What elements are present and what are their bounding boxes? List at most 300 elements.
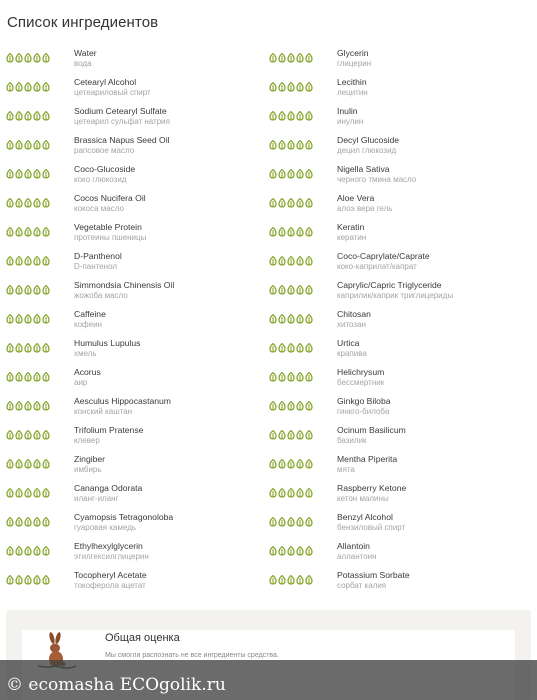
safety-rating: [269, 140, 313, 150]
leaf-icon: [296, 575, 304, 585]
safety-rating: [269, 372, 313, 382]
leaf-icon: [33, 285, 41, 295]
leaf-icon: [278, 256, 286, 266]
leaf-icon: [24, 198, 32, 208]
ingredient-row[interactable]: [263, 394, 537, 423]
leaf-icon: [269, 575, 277, 585]
leaf-icon: [15, 198, 23, 208]
leaf-icon: [24, 53, 32, 63]
ingredient-name: Caprylic/Capric Triglyceride: [337, 280, 442, 290]
safety-rating: [269, 227, 313, 237]
ingredient-row[interactable]: [0, 394, 274, 423]
leaf-icon: [269, 430, 277, 440]
ingredient-name: Sodium Cetearyl Sulfate: [74, 106, 167, 116]
leaf-icon: [278, 517, 286, 527]
leaf-icon: [269, 256, 277, 266]
leaf-icon: [287, 82, 295, 92]
leaf-icon: [6, 401, 14, 411]
ingredient-name: Lecithin: [337, 77, 367, 87]
leaf-icon: [296, 314, 304, 324]
ingredient-row[interactable]: [0, 75, 274, 104]
ingredient-row[interactable]: [263, 452, 537, 481]
ingredient-translation: базилик: [337, 436, 367, 445]
leaf-icon: [278, 198, 286, 208]
safety-rating: [6, 517, 50, 527]
ingredient-row[interactable]: [263, 365, 537, 394]
leaf-icon: [305, 198, 313, 208]
leaf-icon: [278, 227, 286, 237]
ingredient-row[interactable]: [263, 539, 537, 568]
ingredient-row[interactable]: [263, 307, 537, 336]
summary-title: Общая оценка: [105, 632, 180, 644]
leaf-icon: [6, 227, 14, 237]
ingredient-name: D-Panthenol: [74, 251, 122, 261]
safety-rating: [269, 285, 313, 295]
leaf-icon: [42, 53, 50, 63]
leaf-icon: [42, 546, 50, 556]
ingredient-row[interactable]: [0, 539, 274, 568]
ingredient-list-title: Список ингредиентов: [7, 14, 159, 31]
leaf-icon: [305, 53, 313, 63]
ingredient-row[interactable]: [263, 133, 537, 162]
leaf-icon: [305, 140, 313, 150]
leaf-icon: [24, 488, 32, 498]
ingredient-row[interactable]: [0, 191, 274, 220]
leaf-icon: [296, 140, 304, 150]
leaf-icon: [296, 111, 304, 121]
leaf-icon: [278, 53, 286, 63]
leaf-icon: [305, 111, 313, 121]
leaf-icon: [15, 546, 23, 556]
ingredient-name: Cyamopsis Tetragonoloba: [74, 512, 174, 522]
leaf-icon: [287, 111, 295, 121]
leaf-icon: [42, 82, 50, 92]
leaf-icon: [269, 314, 277, 324]
leaf-icon: [287, 372, 295, 382]
leaf-icon: [15, 488, 23, 498]
leaf-icon: [33, 517, 41, 527]
safety-rating: [6, 140, 50, 150]
leaf-icon: [33, 488, 41, 498]
leaf-icon: [6, 343, 14, 353]
ingredient-row[interactable]: [0, 162, 274, 191]
ingredient-name: Zingiber: [74, 454, 106, 464]
ingredient-row[interactable]: [263, 220, 537, 249]
leaf-icon: [287, 459, 295, 469]
leaf-icon: [269, 285, 277, 295]
safety-rating: [269, 169, 313, 179]
safety-rating: [269, 53, 313, 63]
leaf-icon: [6, 430, 14, 440]
leaf-icon: [305, 256, 313, 266]
ingredient-name: Helichrysum: [337, 367, 385, 377]
ingredient-translation: аир: [74, 378, 88, 387]
leaf-icon: [24, 82, 32, 92]
leaf-icon: [305, 227, 313, 237]
leaf-icon: [287, 575, 295, 585]
ingredient-row[interactable]: [0, 568, 274, 597]
leaf-icon: [296, 459, 304, 469]
ingredient-name: Ethylhexylglycerin: [74, 541, 143, 551]
leaf-icon: [269, 82, 277, 92]
leaf-icon: [278, 459, 286, 469]
leaf-icon: [287, 285, 295, 295]
leaf-icon: [33, 169, 41, 179]
ingredient-row[interactable]: [263, 336, 537, 365]
ingredient-translation: хитозан: [337, 320, 366, 329]
leaf-icon: [15, 227, 23, 237]
leaf-icon: [278, 169, 286, 179]
leaf-icon: [269, 488, 277, 498]
leaf-icon: [15, 314, 23, 324]
ingredient-name: Coco-Glucoside: [74, 164, 136, 174]
leaf-icon: [42, 343, 50, 353]
leaf-icon: [15, 575, 23, 585]
leaf-icon: [6, 140, 14, 150]
leaf-icon: [278, 140, 286, 150]
ingredient-translation: кетон малины: [337, 494, 389, 503]
leaf-icon: [24, 314, 32, 324]
ingredient-translation: токоферола ацетат: [74, 581, 146, 590]
leaf-icon: [269, 372, 277, 382]
leaf-icon: [278, 575, 286, 585]
ingredient-name: Mentha Piperita: [337, 454, 398, 464]
leaf-icon: [15, 430, 23, 440]
leaf-icon: [42, 517, 50, 527]
ingredient-translation: лецитин: [337, 88, 368, 97]
ingredient-translation: кофеин: [74, 320, 102, 329]
ingredient-row[interactable]: [0, 249, 274, 278]
ingredient-name: Inulin: [337, 106, 358, 116]
leaf-icon: [296, 256, 304, 266]
leaf-icon: [305, 488, 313, 498]
safety-rating: [269, 546, 313, 556]
ingredient-translation: крапива: [337, 349, 367, 358]
leaf-icon: [42, 372, 50, 382]
ingredient-row[interactable]: [263, 568, 537, 597]
leaf-icon: [15, 169, 23, 179]
leaf-icon: [287, 198, 295, 208]
safety-rating: [269, 488, 313, 498]
ingredient-name: Urtica: [337, 338, 360, 348]
leaf-icon: [42, 488, 50, 498]
ingredient-row[interactable]: [263, 104, 537, 133]
leaf-icon: [24, 459, 32, 469]
ingredient-column-left: [0, 46, 274, 597]
leaf-icon: [305, 546, 313, 556]
watermark-bar: [0, 660, 537, 700]
safety-rating: [6, 53, 50, 63]
ingredient-row[interactable]: [0, 220, 274, 249]
leaf-icon: [33, 82, 41, 92]
ingredient-name: Coco-Caprylate/Caprate: [337, 251, 430, 261]
ingredient-name: Benzyl Alcohol: [337, 512, 393, 522]
summary-text: Мы смогли распознать не все ингредиенты средства.: [105, 652, 279, 659]
leaf-icon: [269, 111, 277, 121]
leaf-icon: [24, 575, 32, 585]
leaf-icon: [15, 285, 23, 295]
safety-rating: [6, 111, 50, 121]
leaf-icon: [6, 459, 14, 469]
safety-rating: [269, 459, 313, 469]
ingredient-row[interactable]: [0, 481, 274, 510]
leaf-icon: [6, 575, 14, 585]
leaf-icon: [278, 546, 286, 556]
safety-rating: [269, 517, 313, 527]
safety-rating: [6, 198, 50, 208]
ingredient-row[interactable]: [0, 104, 274, 133]
ingredient-translation: рапсовое масло: [74, 146, 135, 155]
leaf-icon: [15, 82, 23, 92]
ingredient-translation: жожоба масло: [74, 291, 128, 300]
leaf-icon: [296, 517, 304, 527]
ingredient-name: Tocopheryl Acetate: [74, 570, 147, 580]
leaf-icon: [296, 372, 304, 382]
leaf-icon: [15, 401, 23, 411]
leaf-icon: [305, 575, 313, 585]
ingredient-translation: гуаровая камедь: [74, 523, 137, 532]
ingredient-row[interactable]: [263, 510, 537, 539]
ingredient-name: Keratin: [337, 222, 365, 232]
leaf-icon: [42, 285, 50, 295]
leaf-icon: [278, 285, 286, 295]
leaf-icon: [287, 227, 295, 237]
ingredient-translation: алоэ вера гель: [337, 204, 393, 213]
leaf-icon: [24, 227, 32, 237]
leaf-icon: [296, 546, 304, 556]
ingredient-translation: гинкго-билоба: [337, 407, 390, 416]
leaf-icon: [287, 430, 295, 440]
leaf-icon: [33, 459, 41, 469]
safety-rating: [269, 401, 313, 411]
ingredient-name: Ginkgo Biloba: [337, 396, 391, 406]
ingredient-translation: цетеарил сульфат натрия: [74, 117, 170, 126]
leaf-icon: [15, 343, 23, 353]
leaf-icon: [269, 198, 277, 208]
leaf-icon: [296, 198, 304, 208]
safety-rating: [6, 430, 50, 440]
safety-rating: [269, 343, 313, 353]
ingredient-row[interactable]: [0, 278, 274, 307]
ingredient-name: Caffeine: [74, 309, 106, 319]
leaf-icon: [287, 256, 295, 266]
ingredient-row[interactable]: [263, 75, 537, 104]
leaf-icon: [6, 169, 14, 179]
safety-rating: [6, 488, 50, 498]
ingredient-row[interactable]: [263, 46, 537, 75]
leaf-icon: [24, 256, 32, 266]
ingredient-translation: кератин: [337, 233, 367, 242]
leaf-icon: [15, 517, 23, 527]
ingredient-name: Cananga Odorata: [74, 483, 143, 493]
ingredient-row[interactable]: [0, 423, 274, 452]
safety-rating: [6, 227, 50, 237]
ingredient-name: Decyl Glucoside: [337, 135, 400, 145]
safety-rating: [6, 82, 50, 92]
ingredient-translation: сорбат калия: [337, 581, 387, 590]
leaf-icon: [269, 517, 277, 527]
safety-rating: [6, 314, 50, 324]
ingredient-translation: бессмертник: [337, 378, 385, 387]
leaf-icon: [296, 488, 304, 498]
ingredient-row[interactable]: [263, 191, 537, 220]
ingredient-name: Raspberry Ketone: [337, 483, 407, 493]
ingredient-translation: протеины пшеницы: [74, 233, 147, 242]
leaf-icon: [305, 343, 313, 353]
leaf-icon: [24, 285, 32, 295]
leaf-icon: [33, 140, 41, 150]
leaf-icon: [278, 401, 286, 411]
ingredient-name: Vegetable Protein: [74, 222, 142, 232]
leaf-icon: [33, 111, 41, 121]
ingredient-name: Potassium Sorbate: [337, 570, 410, 580]
ingredient-row[interactable]: [0, 133, 274, 162]
leaf-icon: [33, 430, 41, 440]
leaf-icon: [296, 285, 304, 295]
leaf-icon: [278, 111, 286, 121]
leaf-icon: [296, 82, 304, 92]
ingredient-name: Cetearyl Alcohol: [74, 77, 137, 87]
leaf-icon: [269, 53, 277, 63]
safety-rating: [269, 111, 313, 121]
leaf-icon: [33, 53, 41, 63]
safety-rating: [6, 343, 50, 353]
leaf-icon: [287, 517, 295, 527]
ingredient-translation: кокоса масло: [74, 204, 124, 213]
safety-rating: [269, 256, 313, 266]
ingredient-translation: коко-каприлат/капрат: [337, 262, 417, 271]
leaf-icon: [269, 459, 277, 469]
safety-rating: [6, 256, 50, 266]
leaf-icon: [287, 343, 295, 353]
leaf-icon: [15, 111, 23, 121]
safety-rating: [269, 314, 313, 324]
leaf-icon: [6, 488, 14, 498]
ingredient-name: Trifolium Pratense: [74, 425, 144, 435]
leaf-icon: [278, 488, 286, 498]
leaf-icon: [24, 169, 32, 179]
leaf-icon: [287, 546, 295, 556]
leaf-icon: [305, 82, 313, 92]
leaf-icon: [42, 314, 50, 324]
leaf-icon: [33, 372, 41, 382]
ingredient-row[interactable]: [263, 481, 537, 510]
ingredient-column-right: [263, 46, 537, 597]
leaf-icon: [269, 140, 277, 150]
leaf-icon: [278, 314, 286, 324]
safety-rating: [269, 82, 313, 92]
leaf-icon: [287, 314, 295, 324]
leaf-icon: [24, 140, 32, 150]
ingredient-translation: иланг-иланг: [74, 494, 119, 503]
ingredient-name: Cocos Nucifera Oil: [74, 193, 146, 203]
ingredient-row[interactable]: [263, 162, 537, 191]
leaf-icon: [296, 343, 304, 353]
ingredient-row[interactable]: [0, 510, 274, 539]
leaf-icon: [24, 546, 32, 556]
watermark-text: © ecomasha ECOgolik.ru: [6, 675, 226, 695]
ingredient-translation: этилгексилглицерин: [74, 552, 149, 561]
leaf-icon: [6, 314, 14, 324]
leaf-icon: [287, 140, 295, 150]
ingredient-translation: конский каштан: [74, 407, 133, 416]
safety-rating: [6, 372, 50, 382]
ingredient-translation: децил глюкозид: [337, 146, 397, 155]
leaf-icon: [6, 517, 14, 527]
leaf-icon: [6, 372, 14, 382]
leaf-icon: [305, 459, 313, 469]
ingredient-translation: инулин: [337, 117, 364, 126]
safety-rating: [269, 198, 313, 208]
ingredient-row[interactable]: [0, 365, 274, 394]
leaf-icon: [269, 169, 277, 179]
leaf-icon: [305, 314, 313, 324]
leaf-icon: [15, 53, 23, 63]
safety-rating: [6, 401, 50, 411]
leaf-icon: [296, 53, 304, 63]
safety-rating: [6, 575, 50, 585]
leaf-icon: [6, 111, 14, 121]
leaf-icon: [269, 343, 277, 353]
leaf-icon: [24, 372, 32, 382]
ingredient-row[interactable]: [0, 307, 274, 336]
ingredient-name: Humulus Lupulus: [74, 338, 141, 348]
leaf-icon: [33, 401, 41, 411]
leaf-icon: [278, 82, 286, 92]
ingredient-row[interactable]: [263, 423, 537, 452]
leaf-icon: [33, 227, 41, 237]
leaf-icon: [24, 343, 32, 353]
ingredient-name: Aesculus Hippocastanum: [74, 396, 171, 406]
leaf-icon: [6, 256, 14, 266]
leaf-icon: [6, 546, 14, 556]
leaf-icon: [296, 227, 304, 237]
leaf-icon: [6, 198, 14, 208]
ingredient-row[interactable]: [0, 452, 274, 481]
ingredient-row[interactable]: [263, 278, 537, 307]
safety-rating: [6, 459, 50, 469]
ingredient-translation: аллантоин: [337, 552, 377, 561]
ingredient-row[interactable]: [0, 336, 274, 365]
leaf-icon: [42, 140, 50, 150]
leaf-icon: [287, 401, 295, 411]
leaf-icon: [305, 430, 313, 440]
safety-rating: [269, 430, 313, 440]
leaf-icon: [42, 430, 50, 440]
leaf-icon: [15, 459, 23, 469]
leaf-icon: [287, 53, 295, 63]
leaf-icon: [6, 285, 14, 295]
leaf-icon: [287, 169, 295, 179]
leaf-icon: [33, 575, 41, 585]
leaf-icon: [24, 401, 32, 411]
leaf-icon: [33, 546, 41, 556]
leaf-icon: [42, 227, 50, 237]
leaf-icon: [42, 575, 50, 585]
ingredient-translation: клевер: [74, 436, 100, 445]
leaf-icon: [296, 169, 304, 179]
leaf-icon: [42, 169, 50, 179]
leaf-icon: [305, 372, 313, 382]
leaf-icon: [42, 198, 50, 208]
ingredient-row[interactable]: [0, 46, 274, 75]
ingredient-row[interactable]: [263, 249, 537, 278]
leaf-icon: [33, 314, 41, 324]
ingredient-name: Glycerin: [337, 48, 369, 58]
leaf-icon: [287, 488, 295, 498]
leaf-icon: [33, 256, 41, 266]
leaf-icon: [15, 256, 23, 266]
